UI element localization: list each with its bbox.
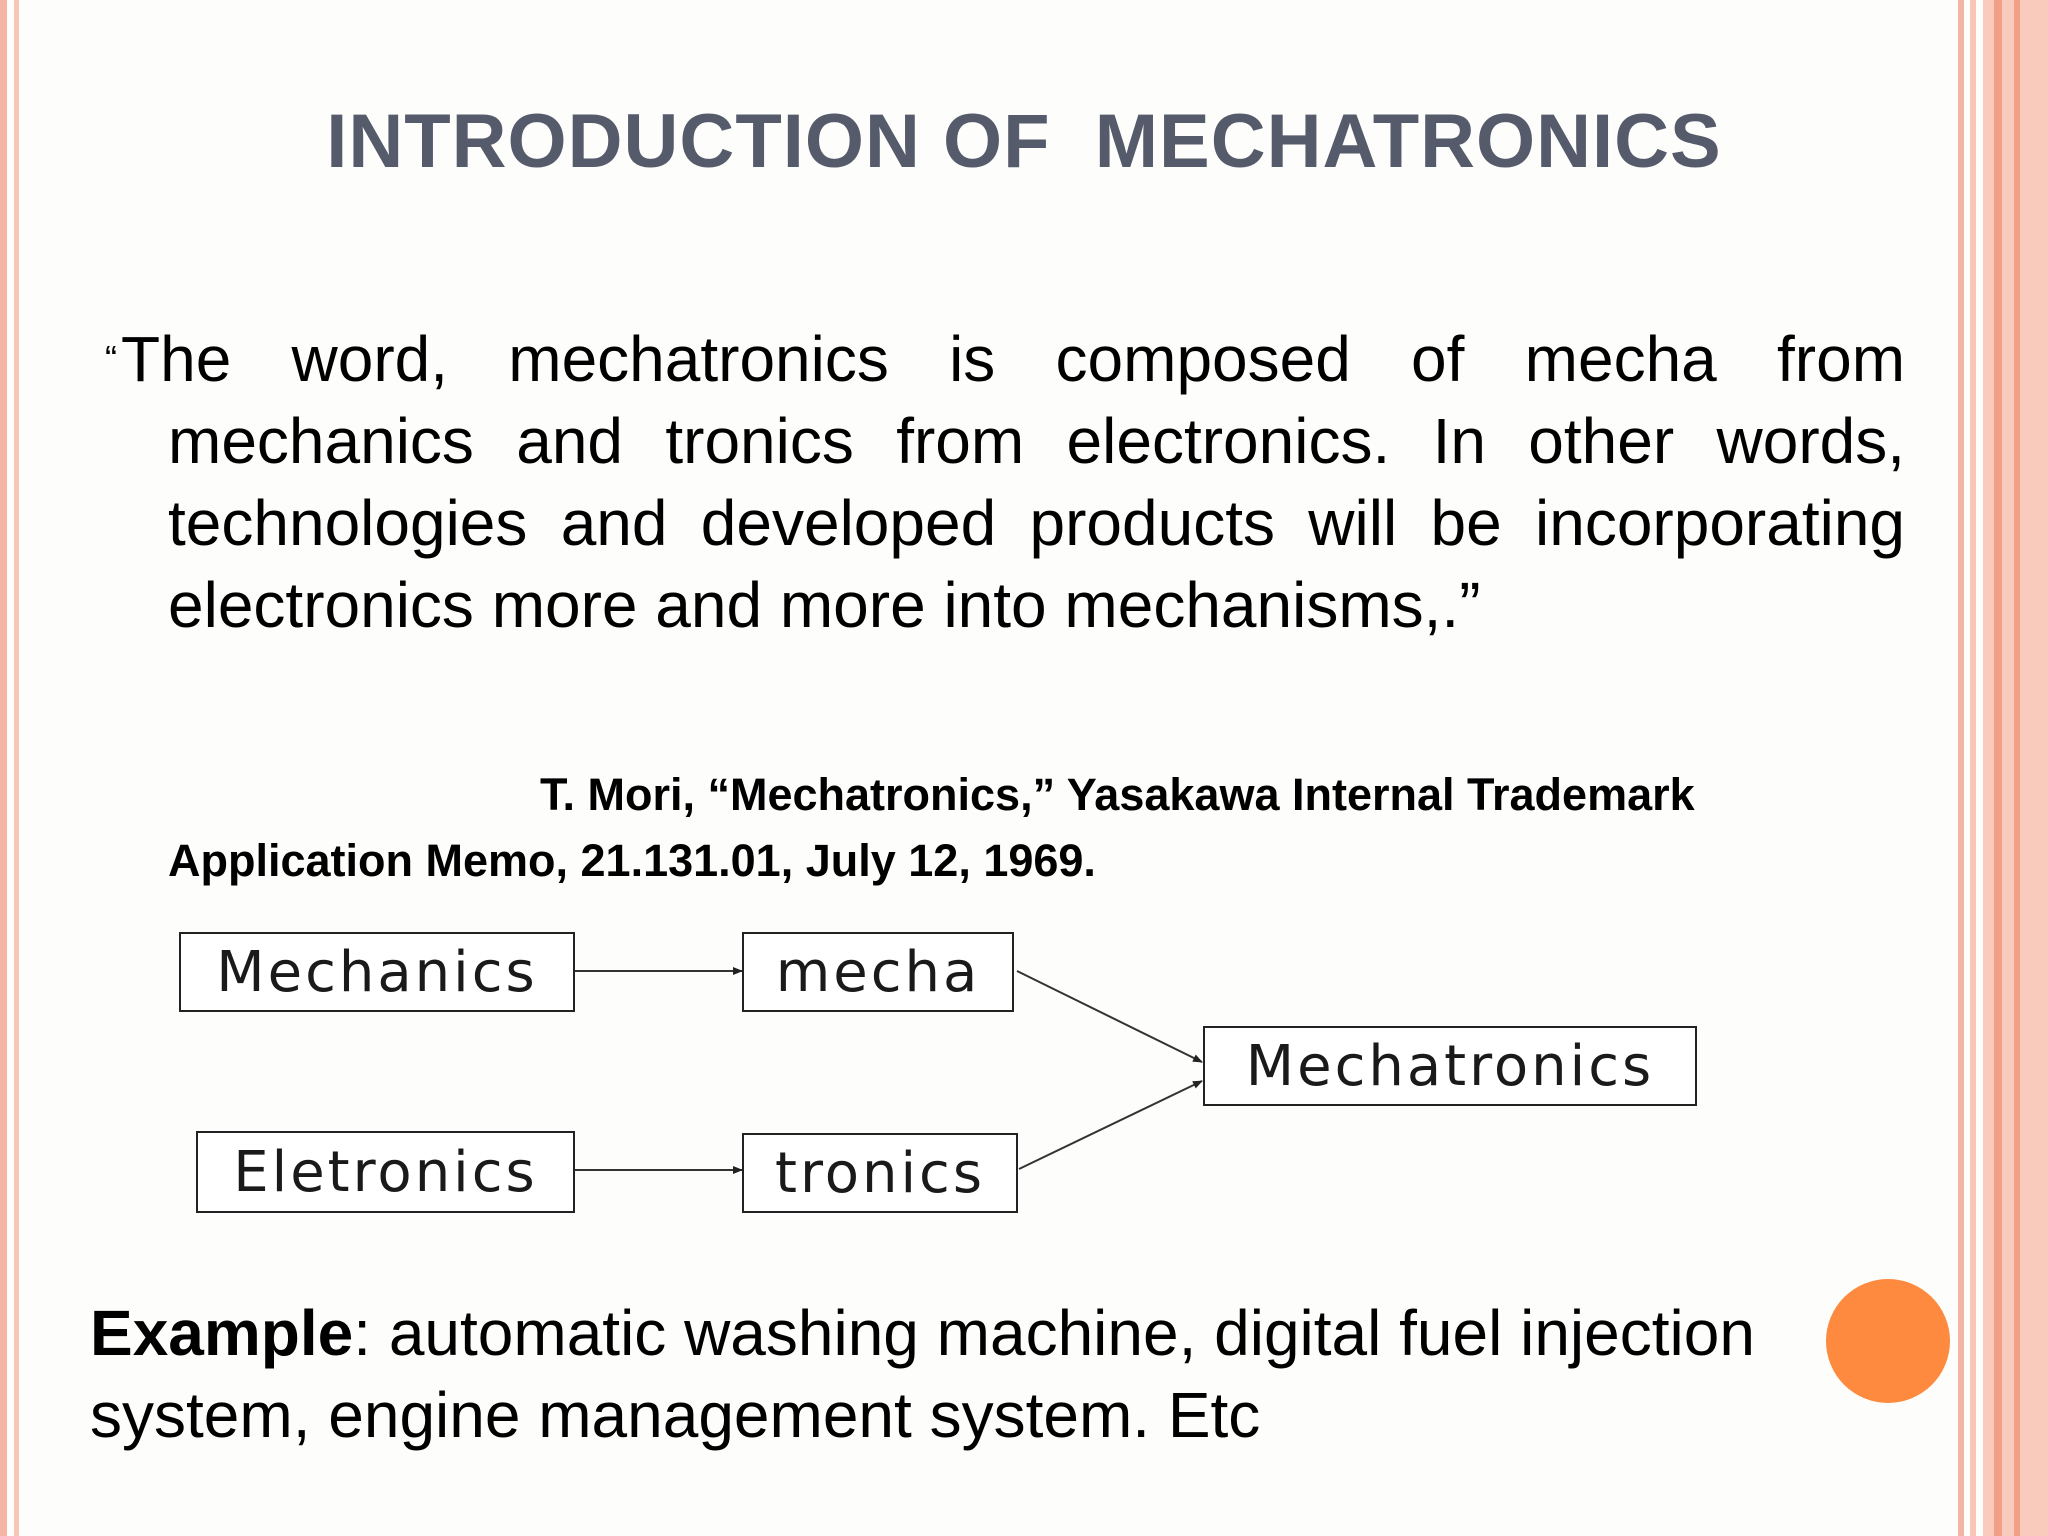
right-border-stripe (1958, 0, 1964, 1536)
example-paragraph (90, 1292, 1910, 1456)
right-border-stripe (1970, 0, 1976, 1536)
example-label: Example (90, 1297, 354, 1369)
citation: T. Mori, “Mechatronics,” Yasakawa Internal Trademark Application Memo, 21.131.01, July 12, 1969. (168, 769, 1695, 886)
box-electronics: Eletronics (196, 1131, 575, 1213)
left-border-stripe-inner (14, 0, 19, 1536)
box-mechatronics: Mechatronics (1203, 1026, 1697, 1106)
box-mecha: mecha (742, 932, 1014, 1012)
right-border-stripe (2014, 0, 2020, 1536)
slide-title: INTRODUCTION OF MECHATRONICS (326, 99, 1722, 184)
right-border-stripe (1994, 0, 2002, 1536)
arrow-tronics-to-mechatronics (1019, 1081, 1202, 1169)
definition-quote (105, 318, 1905, 646)
box-tronics: tronics (742, 1133, 1018, 1213)
box-mechanics: Mechanics (179, 932, 575, 1012)
left-border-stripe (0, 0, 7, 1536)
example-text: : automatic washing machine, digital fuel injection system, engine management system. Etc (90, 1297, 1755, 1451)
quote-text: The word, mechatronics is composed of mecha from mechanics and tronics from electronics. In other words, technologies and developed products will be incorporating electronics more and more into mechanisms,.” (121, 323, 1905, 641)
arrow-mecha-to-mechatronics (1017, 971, 1202, 1062)
open-quote-mark: “ (105, 338, 117, 379)
orange-circle-decoration (1826, 1279, 1950, 1403)
